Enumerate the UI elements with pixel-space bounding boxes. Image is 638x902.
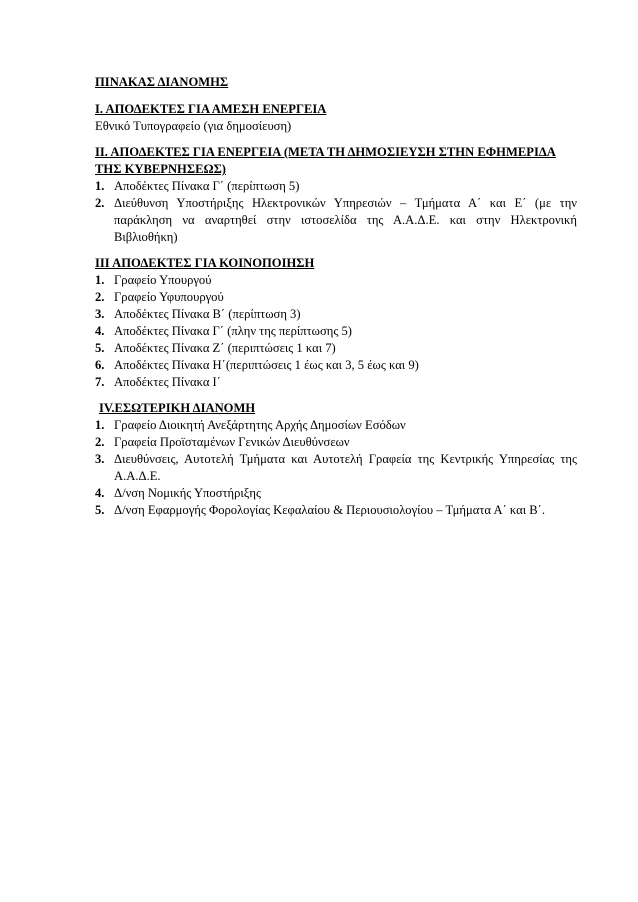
document-page: [95, 74, 577, 528]
list-item-number: 5.: [95, 341, 105, 355]
list-item: [95, 485, 577, 502]
list-item-number: 5.: [95, 503, 105, 517]
list-item: [95, 451, 577, 485]
list-item: [95, 178, 577, 195]
section-2-list: [95, 178, 577, 246]
list-item-text: Γραφείο Διοικητή Ανεξάρτητης Αρχής Δημοσίων Εσόδων: [114, 418, 406, 432]
section-3: [95, 255, 577, 391]
list-item-text: Αποδέκτες Πίνακα Γ΄ (περίπτωση 5): [114, 179, 300, 193]
section-4-title: IV.ΕΣΩΤΕΡΙΚΗ ΔΙΑΝΟΜΗ: [99, 401, 256, 415]
list-item-text: Διευθύνσεις, Αυτοτελή Τμήματα και Αυτοτελή Γραφεία της Κεντρικής Υπηρεσίας της Α.Α.Δ.Ε.: [114, 452, 577, 483]
list-item-text: Γραφεία Προϊσταμένων Γενικών Διευθύνσεων: [114, 435, 350, 449]
list-item-number: 4.: [95, 324, 105, 338]
list-item: [95, 502, 577, 519]
list-item: [95, 340, 577, 357]
list-item-number: 2.: [95, 196, 105, 210]
section-4-list: [95, 417, 577, 519]
list-item-number: 3.: [95, 452, 105, 466]
document-title: ΠΙΝΑΚΑΣ ΔΙΑΝΟΜΗΣ: [95, 75, 229, 89]
list-item-text: Γραφείο Υπουργού: [114, 273, 212, 287]
list-item-text: Αποδέκτες Πίνακα Β΄ (περίπτωση 3): [114, 307, 301, 321]
list-item: [95, 357, 577, 374]
list-item-number: 3.: [95, 307, 105, 321]
list-item: [95, 434, 577, 451]
list-item-number: 1.: [95, 179, 105, 193]
section-2-title: ΙΙ. ΑΠΟΔΕΚΤΕΣ ΓΙΑ ΕΝΕΡΓΕΙΑ (ΜΕΤΑ ΤΗ ΔΗΜΟΣΙΕΥΣΗ ΣΤΗΝ ΕΦΗΜΕΡΙΔΑ ΤΗΣ ΚΥΒΕΡΝΗΣΕΩΣ): [95, 145, 556, 176]
list-item-text: Γραφείο Υφυπουργού: [114, 290, 224, 304]
list-item-text: Αποδέκτες Πίνακα Ζ΄ (περιπτώσεις 1 και 7): [114, 341, 336, 355]
list-item: [95, 306, 577, 323]
section-3-title: ΙΙΙ ΑΠΟΔΕΚΤΕΣ ΓΙΑ ΚΟΙΝΟΠΟΙΗΣΗ: [95, 256, 315, 270]
list-item-text: Δ/νση Νομικής Υποστήριξης: [114, 486, 261, 500]
list-item: [95, 289, 577, 306]
list-item-text: Αποδέκτες Πίνακα Ι΄: [114, 375, 221, 389]
section-1-title: Ι. ΑΠΟΔΕΚΤΕΣ ΓΙΑ ΑΜΕΣΗ ΕΝΕΡΓΕΙΑ: [95, 102, 327, 116]
section-1-line: Εθνικό Τυπογραφείο (για δημοσίευση): [95, 119, 292, 133]
list-item-number: 6.: [95, 358, 105, 372]
section-3-list: [95, 272, 577, 391]
list-item-number: 1.: [95, 418, 105, 432]
list-item-number: 2.: [95, 435, 105, 449]
list-item-text: Δ/νση Εφαρμογής Φορολογίας Κεφαλαίου & Περιουσιολογίου – Τμήματα Α΄ και Β΄.: [114, 503, 546, 517]
list-item-text: Αποδέκτες Πίνακα Γ΄ (πλην της περίπτωσης 5): [114, 324, 352, 338]
list-item: [95, 272, 577, 289]
list-item-number: 4.: [95, 486, 105, 500]
section-1: [95, 101, 577, 135]
list-item: [95, 323, 577, 340]
list-item-number: 7.: [95, 375, 105, 389]
list-item: [95, 417, 577, 434]
list-item-number: 1.: [95, 273, 105, 287]
list-item-number: 2.: [95, 290, 105, 304]
list-item: [95, 374, 577, 391]
list-item-text: Διεύθυνση Υποστήριξης Ηλεκτρονικών Υπηρεσιών – Τμήματα Α΄ και Ε΄ (με την παράκληση να αναρτηθεί στην ιστοσελίδα της Α.Α.Δ.Ε. και στην Ηλεκτρονική Βιβλιοθήκη): [114, 196, 577, 244]
list-item-text: Αποδέκτες Πίνακα Η΄(περιπτώσεις 1 έως και 3, 5 έως και 9): [114, 358, 419, 372]
section-4: [95, 400, 577, 519]
section-2: [95, 144, 577, 246]
list-item: [95, 195, 577, 246]
